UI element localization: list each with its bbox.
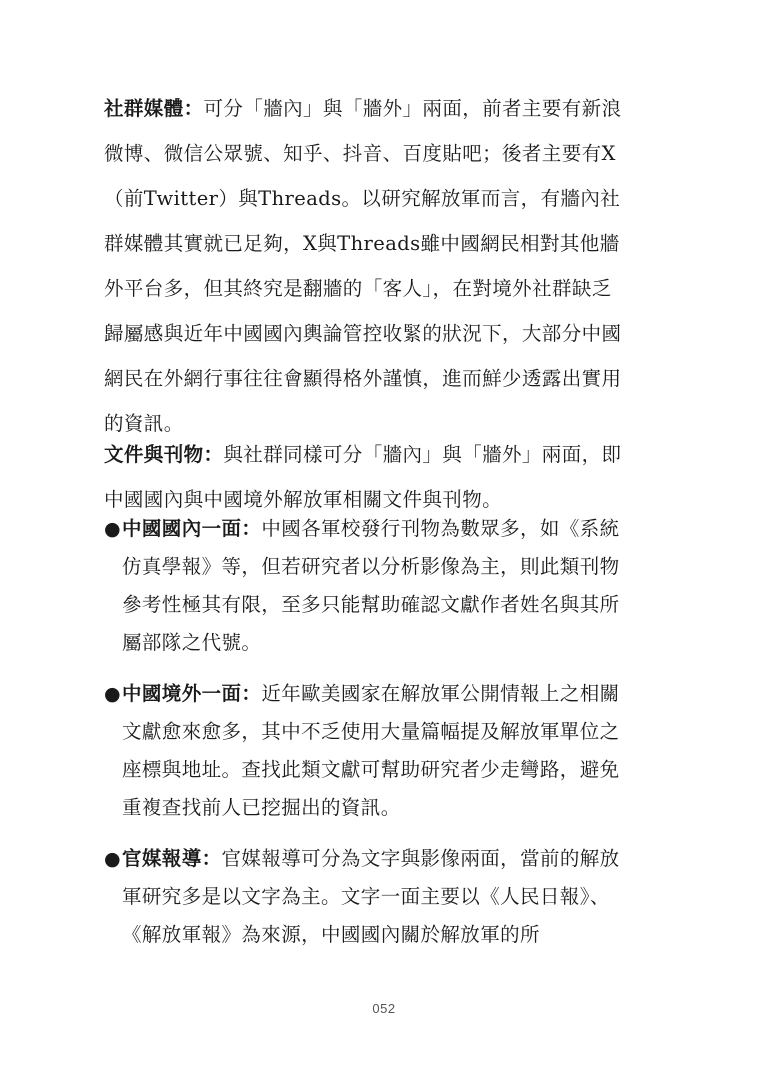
bullet-list [104,510,624,967]
bullet-body: 官媒報導可分為文字與影像兩面，當前的解放軍研究多是以文字為主。文字一面主要以《人民日報》、《解放軍報》為來源，中國國內關於解放軍的所 [122,847,620,946]
list-item [104,675,624,827]
page-number: 052 [372,1001,396,1016]
social-media-body: 可分「牆內」與「牆外」兩面，前者主要有新浪微博、微信公眾號、知乎、抖音、百度貼吧；後者主要有X（前Twitter）與Threads。以研究解放軍而言，有牆內社群媒體其實就已足夠，X與Threads雖中國網民相對其他牆外平台多，但其終究是翻牆的「客人」，在對境外社群缺乏歸屬感與近年中國國內輿論管控收緊的狀況下，大部分中國網民在外網行事往往會顯得格外謹慎，進而鮮少透露出實用的資訊。 [104,97,622,435]
bullet-icon: ● [104,518,121,540]
documents-paragraph [104,432,624,522]
paragraph-text [104,86,624,446]
documents-body: 與社群同樣可分「牆內」與「牆外」兩面，即中國國內與中國境外解放軍相關文件與刊物。 [104,443,622,511]
bullet-heading: 官媒報導： [122,847,222,870]
bullet-heading: 中國國內一面： [122,517,262,540]
documents-heading: 文件與刊物： [104,443,224,466]
list-item [104,840,624,954]
social-media-paragraph [104,86,624,446]
bullet-body: 中國各軍校發行刊物為數眾多，如《系統仿真學報》等，但若研究者以分析影像為主，則此類刊物參考性極其有限，至多只能幫助確認文獻作者姓名與其所屬部隊之代號。 [122,517,620,654]
bullet-heading: 中國境外一面： [122,682,262,705]
list-item [104,510,624,662]
paragraph-text [104,432,624,522]
bullet-icon: ● [104,848,121,870]
bullet-icon: ● [104,683,121,705]
bullet-body: 近年歐美國家在解放軍公開情報上之相關文獻愈來愈多，其中不乏使用大量篇幅提及解放軍單位之座標與地址。查找此類文獻可幫助研究者少走彎路，避免重複查找前人已挖掘出的資訊。 [122,682,620,819]
social-media-heading: 社群媒體： [104,97,204,120]
